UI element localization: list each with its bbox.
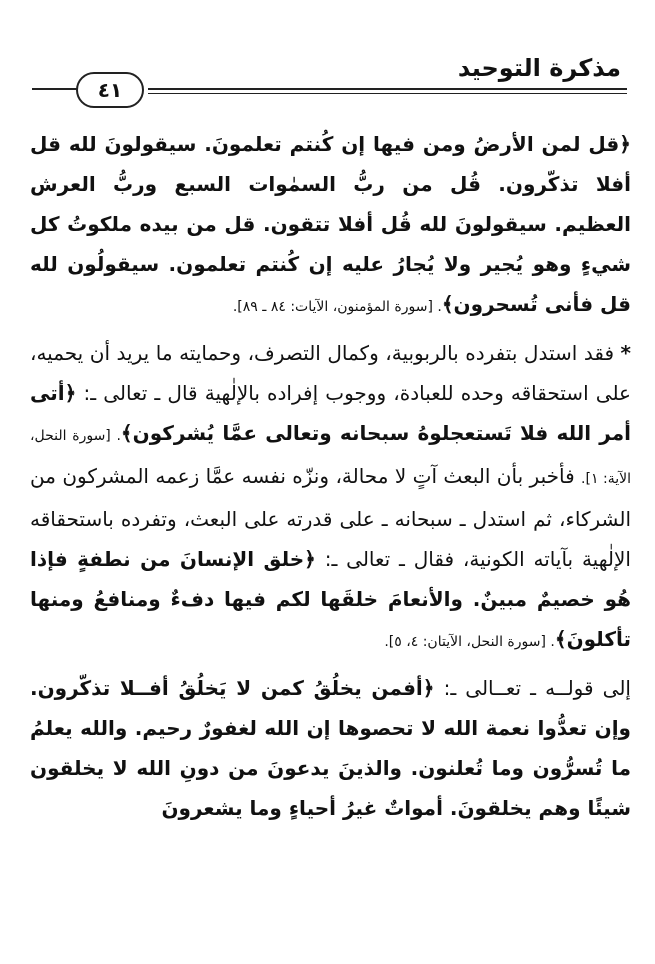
quran-quote: ﴿أفمن يخلُقُ كمن لا يَخلُقُ أفــلا تذكّرون. وإن تعدُّوا نعمة الله لا تحصوها إن الله لغفورٌ رحيم. والله يعلمُ ما تُسرُّون وما تُعلنون. والذينَ يدعونَ من دونِ الله لا يخلقون شيئًا وهم يخلقونَ. أمواتٌ غيرُ أحياءٍ وما يشعرونَ — [30, 676, 631, 820]
quran-quote: ﴿خلق الإنسانَ من نطفةٍ فإذا هُو خصيمٌ مبينٌ. والأنعامَ خلقَها لكم فيها دفءٌ ومنافعُ ومنها تأكلونَ﴾ — [30, 547, 631, 651]
paragraph-2 — [30, 333, 631, 662]
page-header — [28, 52, 627, 102]
quran-quote: ﴿أتى أمر الله فلا تَستعجلوهُ سبحانه وتعالى عمَّا يُشركون﴾ — [30, 381, 631, 445]
quran-reference: . [سورة النحل، الآيتان: ٤، ٥]. — [384, 634, 555, 650]
body-text: إلى قولــه ـ تعــالى ـ: — [434, 676, 631, 700]
header-rule-thick — [148, 88, 627, 90]
paragraph-1 — [30, 124, 631, 327]
book-title: مذكرة التوحيد — [457, 54, 621, 82]
paragraph-3 — [30, 668, 631, 828]
quran-reference: . [سورة النحل، الآية: ١]. — [30, 428, 631, 487]
page-body — [30, 124, 631, 834]
quran-reference: . [سورة المؤمنون، الآيات: ٨٤ ـ ٨٩]. — [232, 299, 442, 315]
quran-quote: ﴿قل لمن الأرضُ ومن فيها إن كُنتم تعلمونَ. سيقولونَ لله قل أفلا تذكّرون. قُل من ربُّ السمٰوات السبع وربُّ العرش العظيم. سيقولونَ لله قُل أفلا تتقون. قل من بيده ملكوتُ كل شيءٍ وهو يُجير ولا يُجارُ عليه إن كُنتم تعلمون. سيقولُون لله قل فأنى تُسحرون﴾ — [30, 132, 631, 316]
body-text: فقد استدل بتفرده بالربوبية، وكمال التصرف، وحمايته ما يريد أن يحميه، على استحقاقه وحده للعبادة، ووجوب إفراده بالإلٰهية قال ـ تعالى ـ: — [30, 341, 631, 405]
body-text: فأخبر بأن البعث آتٍ لا محالة، ونزّه نفسه عمَّا زعمه المشركون من الشركاء، ثم استدل ـ سبحانه ـ على قدرته على البعث، وتفرده باستحقاقه الإلٰهية بآياته الكونية، فقال ـ تعالى ـ: — [30, 464, 631, 571]
header-rule-left — [32, 88, 78, 90]
page-number-badge: ٤١ — [76, 72, 144, 108]
star-marker: * — [620, 341, 631, 365]
header-rule-thin — [148, 93, 627, 94]
